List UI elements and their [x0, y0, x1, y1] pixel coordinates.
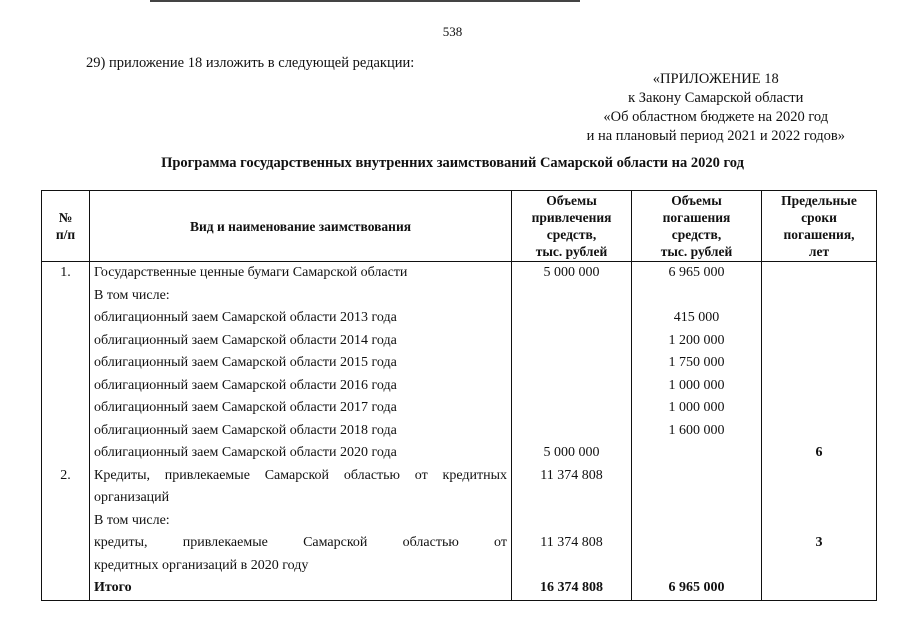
row-inflow — [512, 397, 632, 420]
total-row — [42, 577, 877, 600]
table-header-row — [42, 191, 877, 262]
table-row — [42, 532, 877, 555]
row-num — [42, 397, 90, 420]
appendix-line-4: и на плановый период 2021 и 2022 годов» — [586, 128, 845, 144]
row-outflow — [632, 285, 762, 308]
row-name: кредиты, привлекаемые Самарской областью от — [90, 532, 512, 555]
table-row — [42, 285, 877, 308]
row-inflow — [512, 510, 632, 533]
table-row — [42, 397, 877, 420]
row-term — [762, 285, 877, 308]
row-name: облигационный заем Самарской области 2020 года — [90, 442, 512, 465]
total-inflow: 16 374 808 — [512, 577, 632, 600]
appendix-line-2: к Закону Самарской области — [628, 90, 804, 106]
page-number: 538 — [442, 24, 463, 39]
header-outflow: Объемы погашения средств, тыс. рублей — [632, 191, 762, 262]
row-term — [762, 397, 877, 420]
row-name: облигационный заем Самарской области 2014 года — [90, 330, 512, 353]
row-term: 3 — [762, 532, 877, 555]
row-num: 1. — [42, 262, 90, 285]
row-name-continuation: организаций — [90, 487, 512, 510]
row-name-continuation: кредитных организаций в 2020 году — [90, 555, 512, 578]
row-outflow: 6 965 000 — [632, 262, 762, 285]
table-row — [42, 465, 877, 488]
table-row — [42, 375, 877, 398]
header-inflow: Объемы привлечения средств, тыс. рублей — [512, 191, 632, 262]
row-num — [42, 442, 90, 465]
row-term — [762, 262, 877, 285]
table-row — [42, 307, 877, 330]
row-outflow: 1 200 000 — [632, 330, 762, 353]
intro-text: 29) приложение 18 изложить в следующей редакции: — [86, 55, 415, 71]
row-name: облигационный заем Самарской области 2015 года — [90, 352, 512, 375]
table-row — [42, 352, 877, 375]
row-name: Кредиты, привлекаемые Самарской областью от кредитных — [90, 465, 512, 488]
table-row — [42, 330, 877, 353]
header-num: № п/п — [42, 191, 90, 262]
row-num — [42, 307, 90, 330]
row-term — [762, 420, 877, 443]
row-name: В том числе: — [90, 510, 512, 533]
header-name: Вид и наименование заимствования — [90, 191, 512, 262]
row-outflow — [632, 510, 762, 533]
table-row — [42, 442, 877, 465]
row-inflow: 5 000 000 — [512, 442, 632, 465]
borrowing-table — [41, 190, 877, 601]
row-num — [42, 285, 90, 308]
row-outflow — [632, 465, 762, 488]
row-name: В том числе: — [90, 285, 512, 308]
row-name: облигационный заем Самарской области 2018 года — [90, 420, 512, 443]
row-outflow — [632, 532, 762, 555]
row-num — [42, 330, 90, 353]
table-row-continuation — [42, 487, 877, 510]
total-label: Итого — [90, 577, 512, 600]
row-term — [762, 375, 877, 398]
row-term: 6 — [762, 442, 877, 465]
row-outflow: 1 750 000 — [632, 352, 762, 375]
row-inflow: 5 000 000 — [512, 262, 632, 285]
row-num — [42, 352, 90, 375]
appendix-header — [587, 70, 845, 146]
table-row — [42, 262, 877, 285]
row-outflow: 1 000 000 — [632, 397, 762, 420]
row-inflow — [512, 420, 632, 443]
appendix-line-3: «Об областном бюджете на 2020 год — [603, 109, 829, 125]
row-name: Государственные ценные бумаги Самарской области — [90, 262, 512, 285]
table-row — [42, 510, 877, 533]
row-inflow — [512, 375, 632, 398]
row-inflow — [512, 352, 632, 375]
header-terms: Предельные сроки погашения, лет — [762, 191, 877, 262]
row-term — [762, 352, 877, 375]
row-inflow — [512, 330, 632, 353]
row-outflow — [632, 442, 762, 465]
row-term — [762, 510, 877, 533]
row-inflow: 11 374 808 — [512, 532, 632, 555]
row-num — [42, 420, 90, 443]
document-title: Программа государственных внутренних заимствований Самарской области на 2020 год — [161, 155, 744, 171]
row-term — [762, 330, 877, 353]
row-num — [42, 375, 90, 398]
table-row-continuation — [42, 555, 877, 578]
row-num — [42, 510, 90, 533]
total-outflow: 6 965 000 — [632, 577, 762, 600]
row-num: 2. — [42, 465, 90, 488]
row-inflow: 11 374 808 — [512, 465, 632, 488]
row-term — [762, 465, 877, 488]
row-name: облигационный заем Самарской области 2016 года — [90, 375, 512, 398]
row-term — [762, 307, 877, 330]
row-name: облигационный заем Самарской области 2013 года — [90, 307, 512, 330]
row-num — [42, 532, 90, 555]
top-rule — [150, 0, 580, 2]
table-row — [42, 420, 877, 443]
row-name: облигационный заем Самарской области 2017 года — [90, 397, 512, 420]
appendix-line-1: «ПРИЛОЖЕНИЕ 18 — [652, 71, 779, 87]
row-outflow: 415 000 — [632, 307, 762, 330]
row-inflow — [512, 285, 632, 308]
row-inflow — [512, 307, 632, 330]
row-outflow: 1 600 000 — [632, 420, 762, 443]
row-outflow: 1 000 000 — [632, 375, 762, 398]
